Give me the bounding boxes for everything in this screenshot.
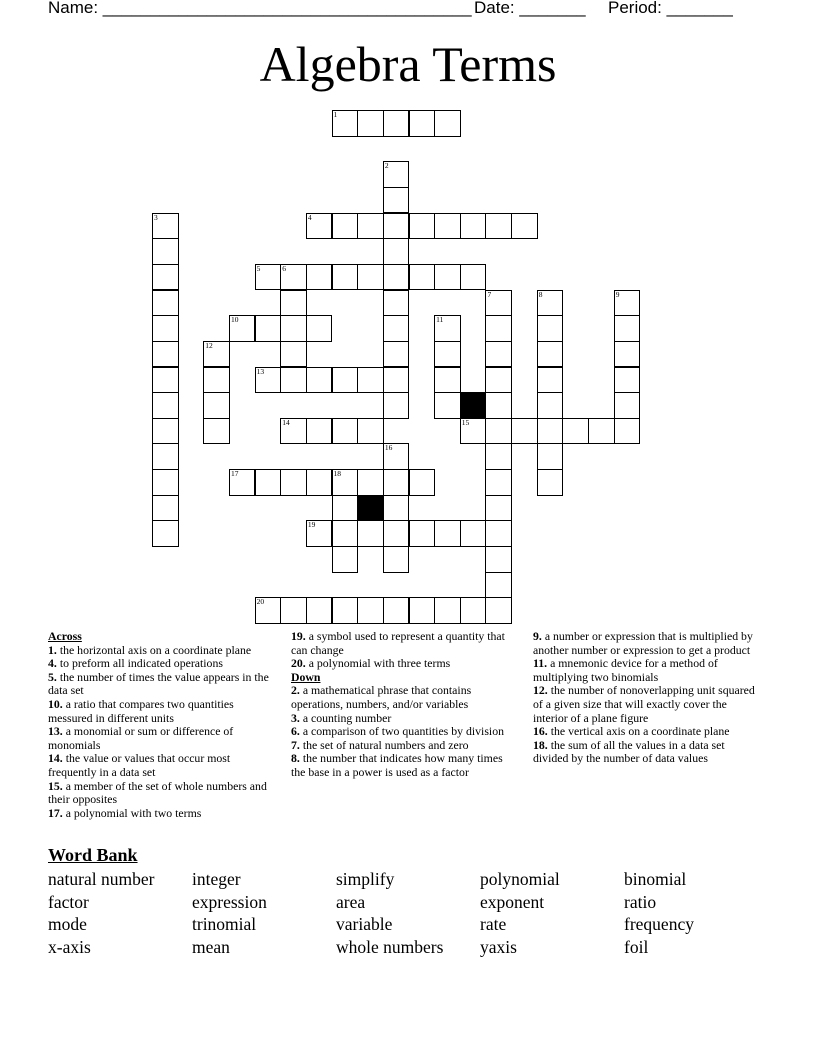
cell-number: 10 <box>230 315 239 325</box>
crossword-cell[interactable] <box>383 341 410 368</box>
crossword-cell[interactable] <box>434 341 461 368</box>
crossword-cell[interactable] <box>357 264 384 291</box>
crossword-cell[interactable] <box>409 110 436 137</box>
crossword-cell[interactable] <box>434 110 461 137</box>
crossword-cell[interactable] <box>280 418 307 445</box>
crossword-cell[interactable] <box>357 469 384 496</box>
clue-across-14: 14. the value or values that occur most frequently in a data set <box>48 751 231 779</box>
crossword-cell[interactable] <box>383 290 410 317</box>
crossword-cell[interactable] <box>383 520 410 547</box>
crossword-cell[interactable] <box>203 392 230 419</box>
crossword-cell[interactable] <box>537 367 564 394</box>
crossword-cell[interactable] <box>332 495 359 522</box>
clue-down-18: 18. the sum of all the values in a data set divided by the number of data values <box>533 737 725 766</box>
crossword-cell[interactable] <box>332 546 359 573</box>
crossword-cell[interactable] <box>229 469 256 496</box>
cell-number: 1 <box>333 110 338 119</box>
across-heading: Across <box>48 629 82 643</box>
crossword-cell[interactable] <box>485 443 512 470</box>
word-bank-word: factor <box>48 891 89 912</box>
word-bank-word: simplify <box>336 869 395 889</box>
clue-across-20: 20. a polynomial with three terms <box>291 656 451 671</box>
crossword-cell[interactable] <box>460 597 487 624</box>
crossword-cell[interactable] <box>383 315 410 342</box>
word-bank-word: frequency <box>624 914 694 935</box>
word-bank-word: foil <box>624 936 649 957</box>
crossword-cell[interactable] <box>255 315 282 342</box>
crossword-cell[interactable] <box>511 213 538 240</box>
cell-number: 17 <box>230 469 239 479</box>
word-bank-word: whole numbers <box>336 936 444 957</box>
crossword-cell[interactable] <box>383 546 410 573</box>
crossword-cell[interactable] <box>537 341 564 368</box>
crossword-cell[interactable] <box>332 110 359 137</box>
crossword-cell[interactable] <box>383 187 410 214</box>
clue-across-15: 15. a member of the set of whole numbers and their opposites <box>48 778 267 807</box>
word-bank-row <box>48 891 768 914</box>
crossword-cell[interactable] <box>434 597 461 624</box>
period-field[interactable]: Period: _______ <box>608 0 733 17</box>
clue-down-7: 7. the set of natural numbers and zero <box>291 737 469 752</box>
crossword-cell[interactable] <box>485 418 512 445</box>
word-bank-word: ratio <box>624 891 657 912</box>
cell-number: 18 <box>333 469 342 479</box>
crossword-cell[interactable] <box>357 213 384 240</box>
crossword-cell[interactable] <box>280 469 307 496</box>
crossword-cell[interactable] <box>152 469 179 496</box>
crossword-cell[interactable] <box>409 597 436 624</box>
crossword-cell[interactable] <box>409 213 436 240</box>
crossword-cell[interactable] <box>434 213 461 240</box>
clues-col2 <box>291 630 519 780</box>
crossword-cell[interactable] <box>614 315 641 342</box>
crossword-cell[interactable] <box>485 546 512 573</box>
clue-down-3: 3. a counting number <box>291 710 392 725</box>
crossword-cell[interactable] <box>332 418 359 445</box>
crossword-cell[interactable] <box>280 367 307 394</box>
crossword-cell[interactable] <box>203 341 230 368</box>
crossword-cell[interactable] <box>383 495 410 522</box>
crossword-cell[interactable] <box>485 367 512 394</box>
clue-down-2: 2. a mathematical phrase that contains operations, numbers, and/or variables <box>291 683 472 711</box>
crossword-cell[interactable] <box>434 520 461 547</box>
crossword-cell[interactable] <box>537 418 564 445</box>
crossword-cell[interactable] <box>485 495 512 522</box>
crossword-cell[interactable] <box>357 418 384 445</box>
crossword-cell[interactable] <box>255 264 282 291</box>
word-bank-word: exponent <box>480 891 545 912</box>
clue-down-6: 6. a comparison of two quantities by division <box>291 724 504 739</box>
crossword-cell[interactable] <box>229 315 256 342</box>
crossword-cell[interactable] <box>485 392 512 419</box>
crossword-cell[interactable] <box>383 110 410 137</box>
clue-down-11: 11. a mnemonic device for a method of multiplying two binomials <box>533 656 718 684</box>
crossword-cell[interactable] <box>152 264 179 291</box>
word-bank-word: natural number <box>48 869 155 889</box>
crossword-cell[interactable] <box>332 597 359 624</box>
clue-across-1: 1. the horizontal axis on a coordinate plane <box>48 642 252 657</box>
crossword-cell[interactable] <box>485 597 512 624</box>
word-bank-row <box>48 913 768 936</box>
crossword-cell[interactable] <box>152 341 179 368</box>
cell-number: 4 <box>307 212 312 222</box>
crossword-cell[interactable] <box>485 315 512 342</box>
cell-number: 3 <box>154 212 158 222</box>
crossword-cell[interactable] <box>152 315 179 342</box>
crossword-cell[interactable] <box>255 367 282 394</box>
crossword-cell[interactable] <box>280 315 307 342</box>
crossword-cell[interactable] <box>255 469 282 496</box>
crossword-cell[interactable] <box>383 238 410 265</box>
crossword-cell[interactable] <box>409 469 436 496</box>
word-bank-word: integer <box>192 869 241 889</box>
cell-number: 16 <box>384 443 393 453</box>
crossword-cell[interactable] <box>511 418 538 445</box>
word-bank-word: trinomial <box>192 914 257 935</box>
word-bank-word: area <box>336 891 366 912</box>
cell-number: 8 <box>538 289 543 299</box>
clue-across-13: 13. a monomial or sum or difference of monomials <box>48 724 234 752</box>
cell-number: 15 <box>461 417 470 427</box>
crossword-cell[interactable] <box>537 315 564 342</box>
clue-down-9: 9. a number or expression that is multiplied by another number or expression to get a product <box>533 629 753 657</box>
clues-col3 <box>533 630 758 766</box>
crossword-cell[interactable] <box>306 469 333 496</box>
crossword-cell[interactable] <box>485 213 512 240</box>
cell-number: 5 <box>256 263 261 273</box>
crossword-cell[interactable] <box>537 469 564 496</box>
student-info-header <box>48 0 768 20</box>
crossword-cell[interactable] <box>409 520 436 547</box>
crossword-cell[interactable] <box>383 443 410 470</box>
crossword-cell[interactable] <box>306 315 333 342</box>
clue-across-10: 10. a ratio that compares two quantities messured in different units <box>48 696 234 725</box>
word-bank-word: variable <box>336 914 393 935</box>
crossword-cell[interactable] <box>562 418 589 445</box>
crossword-cell[interactable] <box>460 418 487 445</box>
word-bank-word: yaxis <box>480 936 517 957</box>
across-clues-col1 <box>48 630 273 820</box>
crossword-cell[interactable] <box>306 213 333 240</box>
crossword-cell[interactable] <box>152 418 179 445</box>
cell-number: 2 <box>384 161 389 171</box>
crossword-cell[interactable] <box>614 367 641 394</box>
crossword-cell[interactable] <box>152 238 179 265</box>
word-bank-word: x-axis <box>48 936 91 957</box>
page-title: Algebra Terms <box>259 36 557 92</box>
clue-down-8: 8. the number that indicates how many times the base in a power is used as a factor <box>291 751 503 779</box>
crossword-cell[interactable] <box>357 110 384 137</box>
word-bank-word: mean <box>192 936 230 957</box>
crossword-cell[interactable] <box>306 264 333 291</box>
cell-number: 12 <box>205 340 213 350</box>
crossword-cell[interactable] <box>434 315 461 342</box>
cell-number: 14 <box>282 417 290 427</box>
crossword-cell[interactable] <box>537 443 564 470</box>
crossword-cell[interactable] <box>332 367 359 394</box>
crossword-cell[interactable] <box>203 418 230 445</box>
crossword-cell[interactable] <box>332 264 359 291</box>
word-bank-row <box>48 868 768 891</box>
cell-number: 11 <box>436 315 444 325</box>
crossword-cell[interactable] <box>614 290 641 317</box>
cell-number: 19 <box>307 520 316 530</box>
crossword-cell[interactable] <box>280 597 307 624</box>
crossword-cell[interactable] <box>152 367 179 394</box>
crossword-cell[interactable] <box>332 520 359 547</box>
crossword-cell[interactable] <box>460 520 487 547</box>
word-bank-word: rate <box>480 914 507 935</box>
crossword-cell[interactable] <box>485 290 512 317</box>
crossword-cell[interactable] <box>306 367 333 394</box>
clue-across-19: 19. a symbol used to represent a quantity that can change <box>291 629 505 657</box>
crossword-cell[interactable] <box>280 290 307 317</box>
clue-down-16: 16. the vertical axis on a coordinate plane <box>533 724 730 739</box>
crossword-cell[interactable] <box>306 418 333 445</box>
crossword-cell[interactable] <box>306 520 333 547</box>
down-heading: Down <box>291 669 321 684</box>
cell-number: 13 <box>256 366 265 376</box>
crossword-cell[interactable] <box>152 495 179 522</box>
word-bank-word: polynomial <box>480 869 560 889</box>
word-bank-row <box>48 936 768 959</box>
crossword-cell[interactable] <box>152 520 179 547</box>
word-bank-word: binomial <box>624 869 687 889</box>
crossword-block <box>357 495 384 522</box>
word-bank-title: Word Bank <box>48 845 138 865</box>
crossword-cell[interactable] <box>280 264 307 291</box>
name-field[interactable]: Name: _______________________________________ <box>48 0 472 17</box>
crossword-cell[interactable] <box>332 213 359 240</box>
crossword-cell[interactable] <box>434 367 461 394</box>
crossword-cell[interactable] <box>203 367 230 394</box>
crossword-cell[interactable] <box>357 597 384 624</box>
crossword-cell[interactable] <box>614 418 641 445</box>
crossword-cell[interactable] <box>383 469 410 496</box>
crossword-cell[interactable] <box>152 290 179 317</box>
cell-number: 6 <box>282 263 286 273</box>
crossword-cell[interactable] <box>537 290 564 317</box>
crossword-cell[interactable] <box>332 469 359 496</box>
clue-across-17: 17. a polynomial with two terms <box>48 805 202 820</box>
crossword-cell[interactable] <box>152 443 179 470</box>
crossword-cell[interactable] <box>383 367 410 394</box>
crossword-cell[interactable] <box>152 392 179 419</box>
cell-number: 7 <box>487 289 492 299</box>
clue-across-4: 4. to preform all indicated operations <box>48 656 223 671</box>
crossword-cell[interactable] <box>357 367 384 394</box>
crossword-cell[interactable] <box>357 520 384 547</box>
crossword-cell[interactable] <box>614 392 641 419</box>
crossword-cell[interactable] <box>383 392 410 419</box>
crossword-cell[interactable] <box>460 213 487 240</box>
crossword-cell[interactable] <box>485 572 512 599</box>
crossword-cell[interactable] <box>152 213 179 240</box>
crossword-cell[interactable] <box>383 213 410 240</box>
crossword-cell[interactable] <box>409 264 436 291</box>
crossword-block <box>460 392 487 419</box>
crossword-cell[interactable] <box>460 264 487 291</box>
cell-number: 20 <box>256 597 265 607</box>
crossword-cell[interactable] <box>280 341 307 368</box>
crossword-cell[interactable] <box>485 469 512 496</box>
clue-across-5: 5. the number of times the value appears in the data set <box>48 669 269 698</box>
word-bank-word: mode <box>48 914 87 935</box>
crossword-cell[interactable] <box>485 341 512 368</box>
crossword-cell[interactable] <box>383 264 410 291</box>
date-field[interactable]: Date: _______ <box>474 0 586 17</box>
crossword-cell[interactable] <box>434 392 461 419</box>
crossword-cell[interactable] <box>485 520 512 547</box>
crossword-cell[interactable] <box>383 161 410 188</box>
word-bank <box>48 868 768 958</box>
cell-number: 9 <box>615 289 620 299</box>
crossword-cell[interactable] <box>306 597 333 624</box>
crossword-cell[interactable] <box>537 392 564 419</box>
word-bank-word: expression <box>192 891 267 912</box>
crossword-cell[interactable] <box>588 418 615 445</box>
clue-down-12: 12. the number of nonoverlapping unit squared of a given size that will exactly cover the interior of a plane figure <box>533 683 755 725</box>
crossword-cell[interactable] <box>614 341 641 368</box>
crossword-cell[interactable] <box>434 264 461 291</box>
crossword-cell[interactable] <box>383 597 410 624</box>
crossword-cell[interactable] <box>255 597 282 624</box>
